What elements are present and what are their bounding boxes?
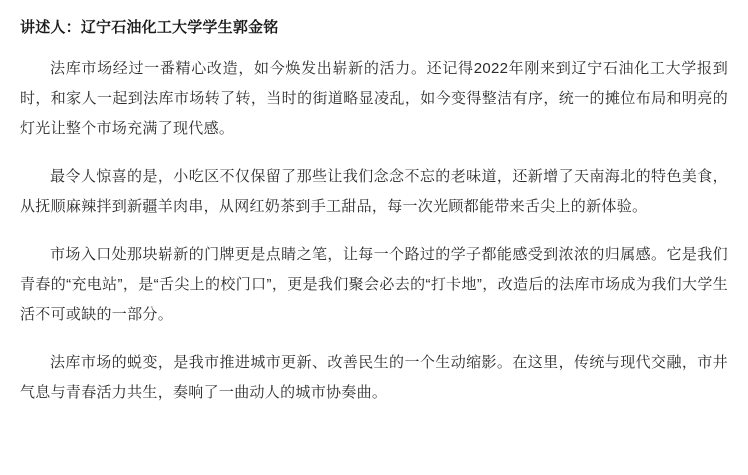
speaker-line — [20, 16, 728, 40]
paragraph: 最令人惊喜的是，小吃区不仅保留了那些让我们念念不忘的老味道，还新增了天南海北的特色美食，从抚顺麻辣拌到新疆羊肉串，从网红奶茶到手工甜品，每一次光顾都能带来舌尖上的新体验。 — [20, 168, 728, 215]
paragraph: 法库市场的蜕变，是我市推进城市更新、改善民生的一个生动缩影。在这里，传统与现代交融，市井气息与青春活力共生，奏响了一曲动人的城市协奏曲。 — [20, 354, 728, 401]
speaker-label: 讲述人： — [20, 19, 81, 36]
article-body — [20, 54, 728, 408]
paragraph: 法库市场经过一番精心改造，如今焕发出崭新的活力。还记得2022年刚来到辽宁石油化工大学报到时，和家人一起到法库市场转了转，当时的街道略显凌乱，如今变得整洁有序，统一的摊位布局和明亮的灯光让整个市场充满了现代感。 — [20, 60, 728, 137]
speaker-name: 辽宁石油化工大学学生郭金铭 — [80, 19, 279, 36]
paragraph: 市场入口处那块崭新的门牌更是点睛之笔，让每一个路过的学子都能感受到浓浓的归属感。它是我们青春的“充电站”，是“舌尖上的校门口”，更是我们聚会必去的“打卡地”，改造后的法库市场成为我们大学生活不可或缺的一部分。 — [20, 246, 728, 323]
